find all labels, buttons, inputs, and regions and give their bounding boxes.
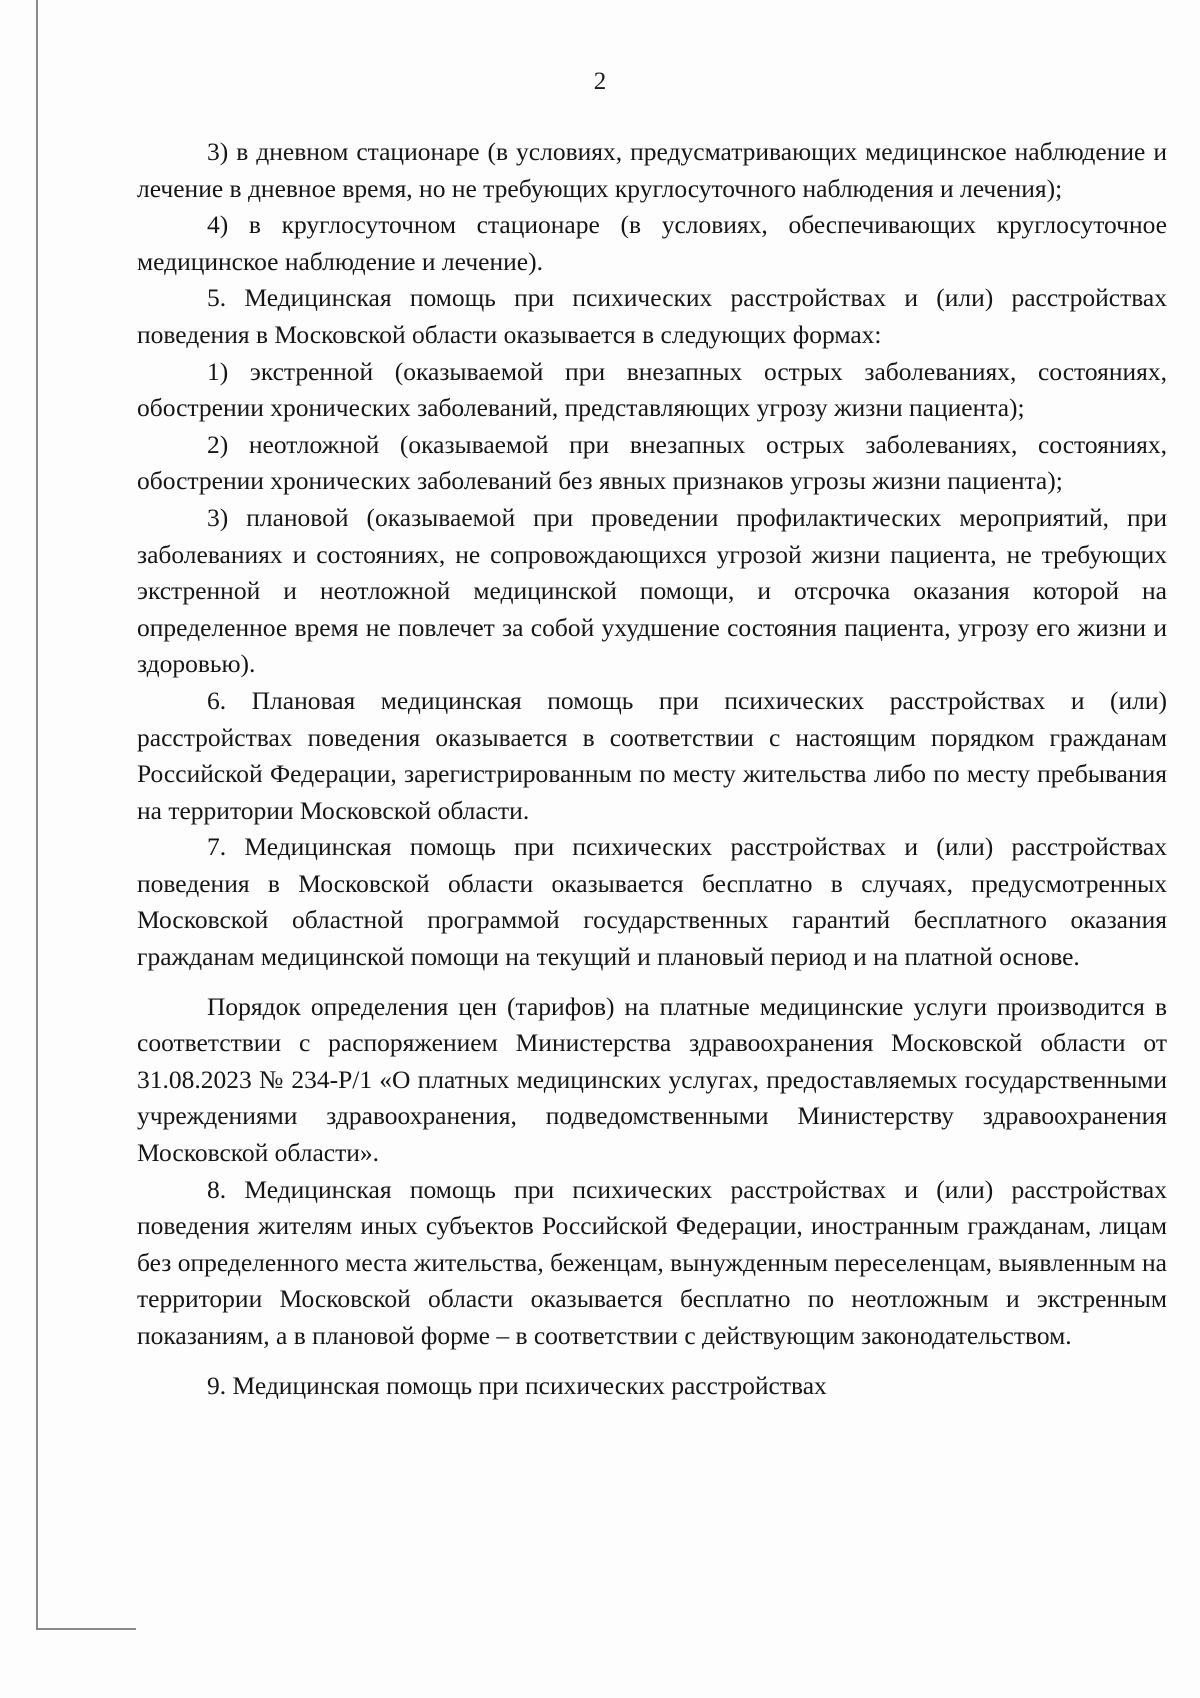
document-body <box>137 134 1167 1404</box>
paragraph-form-emergency: 1) экстренной (оказываемой при внезапных острых заболеваниях, состояниях, обострении хронических заболеваний, представляющих угрозу жизни пациента); <box>137 356 1167 423</box>
paragraph-pricing-order: Порядок определения цен (тарифов) на платные медицинские услуги производится в соответствии с распоряжением Министерства здравоохранения Московской области от 31.08.2023 № 234-Р/1 «О платных медицинских услугах, предоставляемых государственными учреждениями здравоохранения, подведомственными Министерству здравоохранения Московской области». <box>137 991 1167 1168</box>
paragraph-section-5: 5. Медицинская помощь при психических расстройствах и (или) расстройствах поведения в Московской области оказывается в следующих формах: <box>137 283 1167 349</box>
paragraph-section-7: 7. Медицинская помощь при психических расстройствах и (или) расстройствах поведения в Московской области оказывается бесплатно в случаях, предусмотренных Московской областной программой государственных гарантий бесплатного оказания гражданам медицинской помощи на текущий и плановый период и на платной основе. <box>137 832 1167 972</box>
paragraph-section-8: 8. Медицинская помощь при психических расстройствах и (или) расстройствах поведения жителям иных субъектов Российской Федерации, иностранным гражданам, лицам без определенного места жительства, беженцам, вынужденным переселенцам, выявленным на территории Московской области оказывается бесплатно по неотложным и экстренным показаниям, а в плановой форме – в соответствии с действующим законодательством. <box>137 1174 1167 1350</box>
paragraph-form-urgent: 2) неотложной (оказываемой при внезапных острых заболеваниях, состояниях, обострении хронических заболеваний без явных признаков угрозы жизни пациента); <box>137 429 1167 496</box>
paragraph-form-planned: 3) плановой (оказываемой при проведении профилактических мероприятий, при заболеваниях и состояниях, не сопровождающихся угрозой жизни пациента, не требующих экстренной и неотложной медицинской помощи, и отсрочка оказания которой на определенное время не повлечет за собой ухудшение состояния пациента, угрозу его жизни и здоровью). <box>137 502 1167 679</box>
paragraph-item-3-day-hospital: 3) в дневном стационаре (в условиях, предусматривающих медицинское наблюдение и лечение в дневное время, но не требующих круглосуточного наблюдения и лечения); <box>137 137 1167 203</box>
scan-edge-bottom <box>36 1628 136 1630</box>
scan-edge-left <box>36 0 38 1630</box>
paragraph-section-6: 6. Плановая медицинская помощь при психических расстройствах и (или) расстройствах поведения оказывается в соответствии с настоящим порядком гражданам Российской Федерации, зарегистрированным по месту жительства либо по месту пребывания на территории Московской области. <box>137 685 1167 825</box>
page-number: 2 <box>593 68 607 95</box>
paragraph-item-4-round-the-clock: 4) в круглосуточном стационаре (в условиях, обеспечивающих круглосуточное медицинское наблюдение и лечение). <box>137 210 1167 276</box>
paragraph-section-9: 9. Медицинская помощь при психических расстройствах <box>207 1370 827 1400</box>
